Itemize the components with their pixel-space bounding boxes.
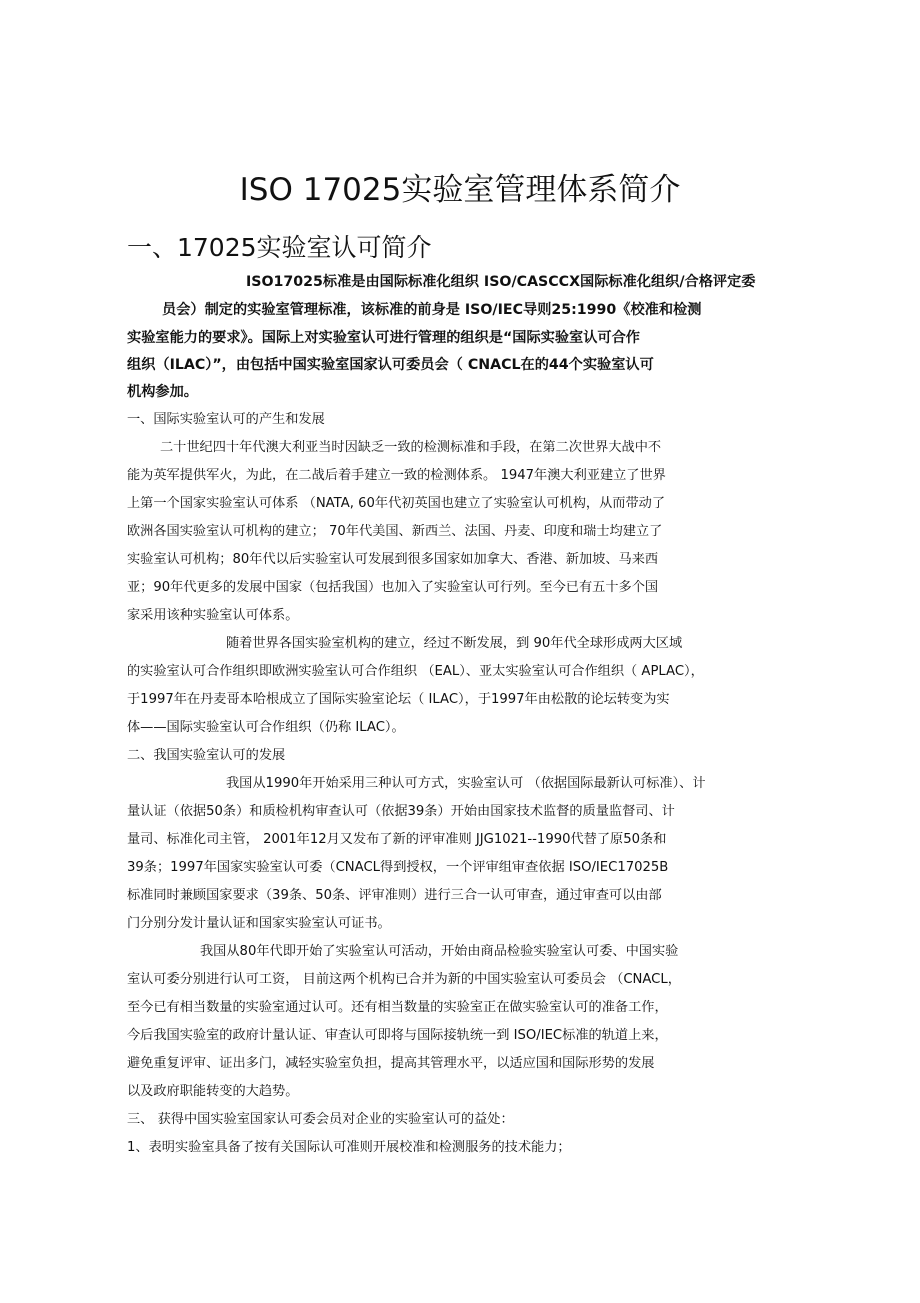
paragraph-line: 实验室认可机构；80年代以后实验室认可发展到很多国家如加拿大、香港、新加坡、马来西 xyxy=(127,552,659,567)
paragraph-line: 我国从1990年开始采用三种认可方式，实验室认可 （依据国际最新认可标准）、计 xyxy=(226,776,706,791)
intro-line: 组织（ILAC）”，由包括中国实验室国家认可委员会（ CNACL在的44个实验室认可 xyxy=(127,357,654,373)
paragraph-line: 亚；90年代更多的发展中国家（包括我国）也加入了实验室认可行列。至今已有五十多个国 xyxy=(127,580,659,595)
paragraph-line: 标准同时兼顾国家要求（39条、50条、评审准则）进行三合一认可审查，通过审查可以由部 xyxy=(127,888,662,903)
intro-line: 实验室能力的要求》。国际上对实验室认可进行管理的组织是“国际实验室认可合作 xyxy=(127,330,640,346)
list-item: 1、表明实验室具备了按有关国际认可准则开展校准和检测服务的技术能力； xyxy=(127,1140,571,1155)
document-title: ISO 17025实验室管理体系简介 xyxy=(239,172,681,208)
paragraph-line: 室认可委分别进行认可工资， 目前这两个机构已合并为新的中国实验室认可委员会 （CNACL， xyxy=(127,972,681,987)
paragraph-line: 于1997年在丹麦哥本哈根成立了国际实验室论坛（ ILAC），于1997年由松散的论坛转变为实 xyxy=(127,692,670,707)
paragraph-line: 能为英军提供军火，为此，在二战后着手建立一致的检测体系。 1947年澳大利亚建立了世界 xyxy=(127,468,666,483)
paragraph-line: 今后我国实验室的政府计量认证、审查认可即将与国际接轨统一到 ISO/IEC标准的轨道上来， xyxy=(127,1028,668,1043)
paragraph-line: 二十世纪四十年代澳大利亚当时因缺乏一致的检测标准和手段，在第二次世界大战中不 xyxy=(160,440,662,455)
paragraph-line: 量司、标准化司主管， 2001年12月又发布了新的评审准则 JJG1021--1990代替了原50条和 xyxy=(127,832,667,847)
paragraph-line: 上第一个国家实验室认可体系 （NATA, 60年代初英国也建立了实验室认可机构，从而带动了 xyxy=(127,496,666,511)
subsection-heading: 一、国际实验室认可的产生和发展 xyxy=(127,412,325,427)
paragraph-line: 量认证（依据50条）和质检机构审查认可（依据39条）开始由国家技术监督的质量监督司、计 xyxy=(127,804,675,819)
section-heading: 一、17025实验室认可简介 xyxy=(127,233,432,262)
paragraph-line: 家采用该种实验室认可体系。 xyxy=(127,608,299,623)
paragraph-line: 欧洲各国实验室认可机构的建立； 70年代美国、新西兰、法国、丹麦、印度和瑞士均建立了 xyxy=(127,524,663,539)
paragraph-line: 避免重复评审、证出多门，减轻实验室负担，提高其管理水平，以适应国和国际形势的发展 xyxy=(127,1056,655,1071)
paragraph-line: 至今已有相当数量的实验室通过认可。还有相当数量的实验室正在做实验室认可的准备工作， xyxy=(127,1000,668,1015)
paragraph-line: 39条；1997年国家实验室认可委（CNACL得到授权，一个评审组审查依据 ISO/IEC17025B xyxy=(127,860,669,875)
paragraph-line: 的实验室认可合作组织即欧洲实验室认可合作组织 （EAL）、亚太实验室认可合作组织（ APLAC）， xyxy=(127,664,704,679)
intro-line: 机构参加。 xyxy=(127,384,198,400)
intro-line: ISO17025标准是由国际标准化组织 ISO/CASCCX国际标准化组织/合格评定委 xyxy=(246,274,756,290)
paragraph-line: 门分别分发计量认证和国家实验室认可证书。 xyxy=(127,916,391,931)
subsection-heading: 三、 获得中国实验室国家认可委会员对企业的实验室认可的益处： xyxy=(127,1112,514,1127)
paragraph-line: 我国从80年代即开始了实验室认可活动，开始由商品检验实验室认可委、中国实验 xyxy=(200,944,679,959)
paragraph-line: 随着世界各国实验室机构的建立，经过不断发展，到 90年代全球形成两大区域 xyxy=(226,636,683,651)
paragraph-line: 体——国际实验室认可合作组织（仍称 ILAC）。 xyxy=(127,720,405,735)
paragraph-line: 以及政府职能转变的大趋势。 xyxy=(127,1084,299,1099)
intro-line: 员会）制定的实验室管理标准，该标准的前身是 ISO/IEC导则25:1990《校准和检测 xyxy=(162,302,702,318)
subsection-heading: 二、我国实验室认可的发展 xyxy=(127,748,286,763)
